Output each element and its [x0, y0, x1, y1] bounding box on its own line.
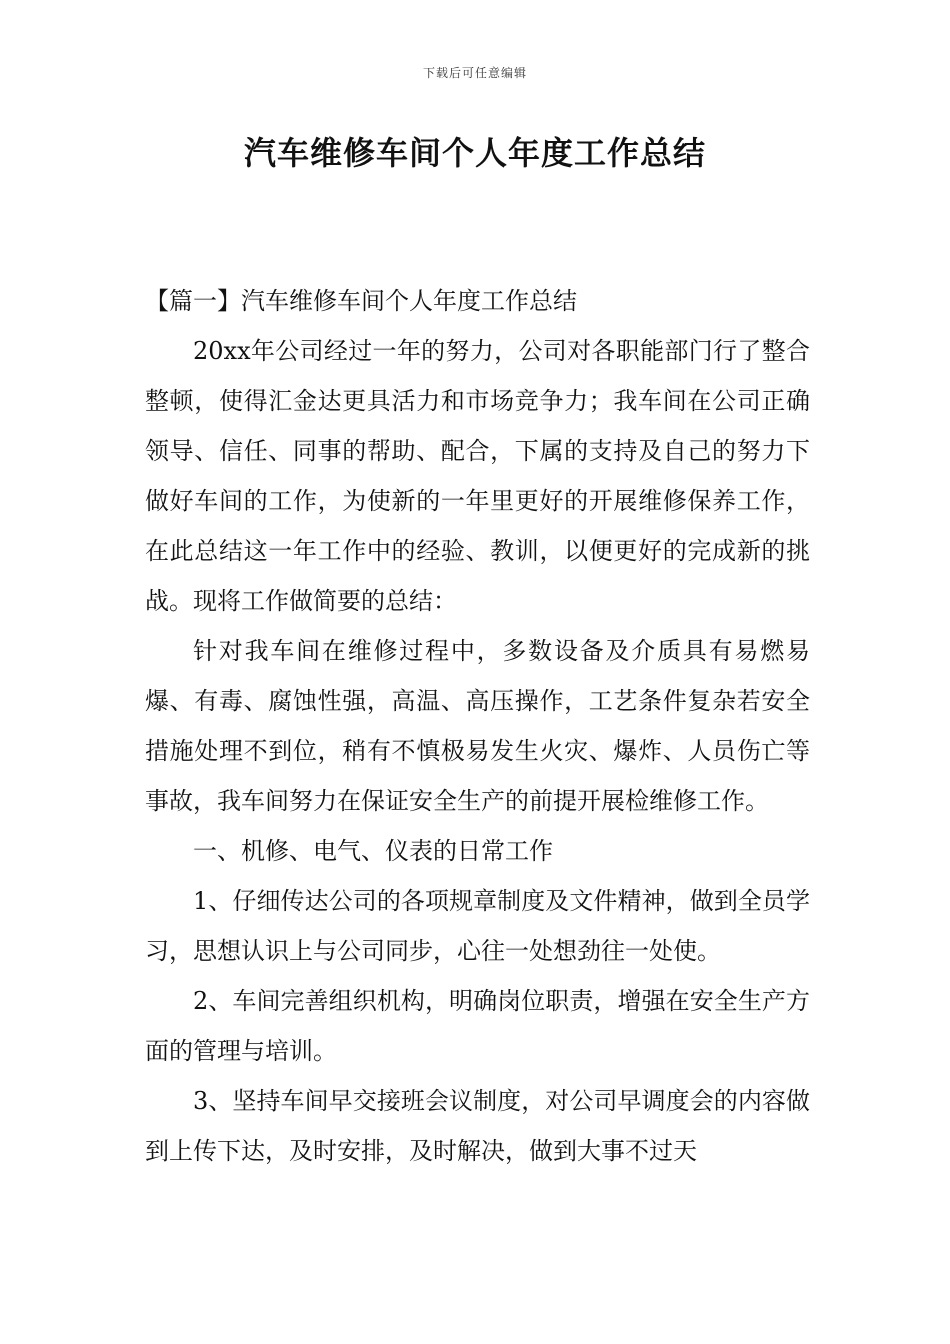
paragraph: 1、仔细传达公司的各项规章制度及文件精神，做到全员学习，思想认识上与公司同步，心往一处想劲往一处使。	[145, 887, 810, 965]
paragraph: 2、车间完善组织机构，明确岗位职责，增强在安全生产方面的管理与培训。	[145, 987, 810, 1065]
sub-heading: 一、机修、电气、仪表的日常工作	[193, 837, 553, 865]
paragraph: 3、坚持车间早交接班会议制度，对公司早调度会的内容做到上传下达，及时安排，及时解决，做到大事不过天	[145, 1087, 810, 1165]
section-heading: 【篇一】汽车维修车间个人年度工作总结	[145, 287, 577, 315]
header-note: 下载后可任意编辑	[422, 66, 527, 80]
document-title: 汽车维修车间个人年度工作总结	[243, 134, 706, 172]
document-body	[145, 276, 810, 1176]
paragraph: 针对我车间在维修过程中，多数设备及介质具有易燃易爆、有毒、腐蚀性强，高温、高压操作，工艺条件复杂若安全措施处理不到位，稍有不慎极易发生火灾、爆炸、人员伤亡等事故，我车间努力在保证安全生产的前提开展检维修工作。	[145, 637, 810, 815]
paragraph: 20xx年公司经过一年的努力，公司对各职能部门行了整合整顿，使得汇金达更具活力和市场竞争力；我车间在公司正确领导、信任、同事的帮助、配合，下属的支持及自己的努力下做好车间的工作，为使新的一年里更好的开展维修保养工作，在此总结这一年工作中的经验、教训，以便更好的完成新的挑战。现将工作做简要的总结：	[145, 337, 810, 615]
